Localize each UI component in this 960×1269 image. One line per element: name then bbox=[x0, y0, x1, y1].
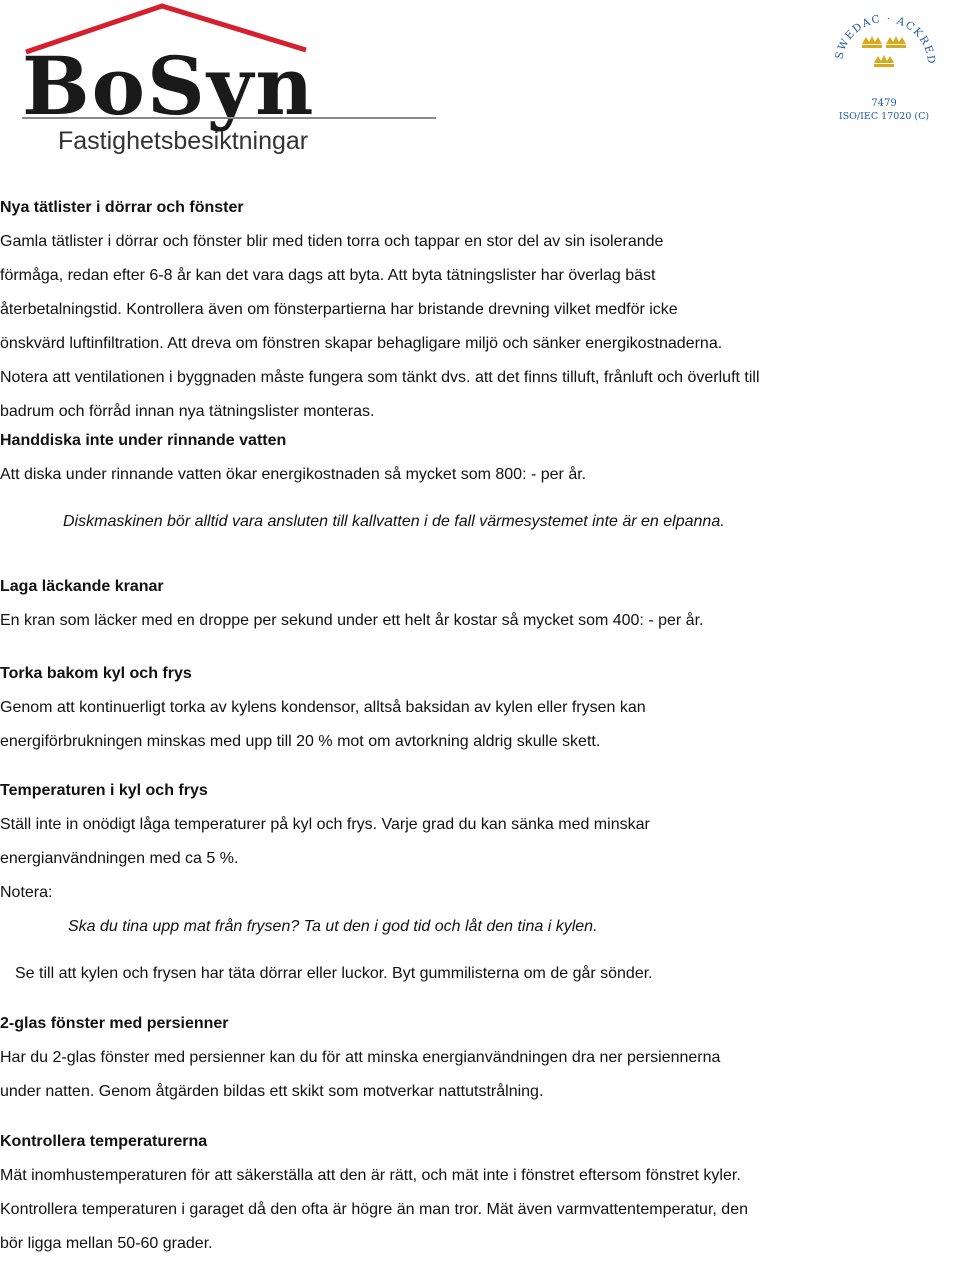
body-line: energiförbrukningen minskas med upp till 20 % mot om avtorkning aldrig skulle skett. bbox=[0, 733, 601, 750]
body-line: bör ligga mellan 50-60 grader. bbox=[0, 1235, 213, 1252]
body-line: Notera att ventilationen i byggnaden måste fungera som tänkt dvs. att det finns tilluft, frånluft och överluft till bbox=[0, 369, 760, 386]
body-line: Genom att kontinuerligt torka av kylens kondensor, alltså baksidan av kylen eller frysen kan bbox=[0, 699, 646, 716]
body-line: Gamla tätlister i dörrar och fönster blir med tiden torra och tappar en stor del av sin isolerande bbox=[0, 233, 664, 250]
body-line: Se till att kylen och frysen har täta dörrar eller luckor. Byt gummilisterna om de går sönder. bbox=[15, 965, 653, 982]
body-line: Mät inomhustemperaturen för att säkerställa att den är rätt, och mät inte i fönstret eftersom fönstret kyler. bbox=[0, 1167, 741, 1184]
body-line: energianvändningen med ca 5 %. bbox=[0, 850, 239, 867]
section-tatlister bbox=[0, 183, 945, 437]
body-line: Har du 2-glas fönster med persienner kan du för att minska energianvändningen dra ner persiennerna bbox=[0, 1049, 721, 1066]
section-heading: Temperaturen i kyl och frys bbox=[0, 782, 208, 799]
section-2-glas bbox=[0, 999, 945, 1117]
section-heading: 2-glas fönster med persienner bbox=[0, 1015, 229, 1032]
body-line: badrum och förråd innan nya tätningslister monteras. bbox=[0, 403, 375, 420]
section-temperatur-kyl bbox=[0, 766, 945, 999]
body-line: förmåga, redan efter 6-8 år kan det vara dags att byta. Att byta tätningslister har överlag bäst bbox=[0, 267, 656, 284]
body-line: önskvärd luftinfiltration. Att dreva om fönstren skapar behagligare miljö och sänker energikostnaderna. bbox=[0, 335, 723, 352]
body-line: Notera: bbox=[0, 884, 53, 901]
body-line: återbetalningstid. Kontrollera även om fönsterpartierna har bristande drevning vilket medför icke bbox=[0, 301, 678, 318]
section-lackande-kranar bbox=[0, 562, 945, 646]
section-handdiska bbox=[0, 416, 945, 547]
body-line: Kontrollera temperaturen i garaget då den ofta är högre än man tror. Mät även varmvattentemperatur, den bbox=[0, 1201, 748, 1218]
italic-note: Diskmaskinen bör alltid vara ansluten till kallvatten i de fall värmesystemet inte är en elpanna. bbox=[63, 513, 725, 530]
swedac-crowns-icon bbox=[832, 10, 936, 125]
body-line: Ställ inte in onödigt låga temperaturer på kyl och frys. Varje grad du kan sänka med minskar bbox=[0, 816, 650, 833]
swedac-arc-text: SWEDAC · ACKRED bbox=[833, 12, 936, 66]
swedac-standard: ISO/IEC 17020 (C) bbox=[838, 111, 930, 122]
swedac-number: 7479 bbox=[871, 98, 897, 109]
section-heading: Nya tätlister i dörrar och fönster bbox=[0, 199, 244, 216]
section-heading: Laga läckande kranar bbox=[0, 578, 164, 595]
section-heading: Torka bakom kyl och frys bbox=[0, 665, 192, 682]
svg-text:BoSyn: BoSyn bbox=[22, 39, 316, 133]
section-torka-kyl bbox=[0, 649, 945, 767]
section-heading: Handdiska inte under rinnande vatten bbox=[0, 432, 287, 449]
house-roof-logo-icon bbox=[18, 0, 448, 160]
bosyn-logo bbox=[18, 0, 448, 160]
body-line: Att diska under rinnande vatten ökar energikostnaden så mycket som 800: - per år. bbox=[0, 466, 587, 483]
logo-tagline: Fastighetsbesiktningar bbox=[58, 127, 309, 155]
section-kontrollera-temperaturerna bbox=[0, 1117, 945, 1269]
body-line: under natten. Genom åtgärden bildas ett skikt som motverkar nattutstrålning. bbox=[0, 1083, 544, 1100]
body-line: En kran som läcker med en droppe per sekund under ett helt år kostar så mycket som 400: - per år. bbox=[0, 612, 704, 629]
italic-note: Ska du tina upp mat från frysen? Ta ut den i god tid och låt den tina i kylen. bbox=[68, 918, 598, 935]
swedac-seal bbox=[832, 10, 936, 125]
section-heading: Kontrollera temperaturerna bbox=[0, 1133, 208, 1150]
